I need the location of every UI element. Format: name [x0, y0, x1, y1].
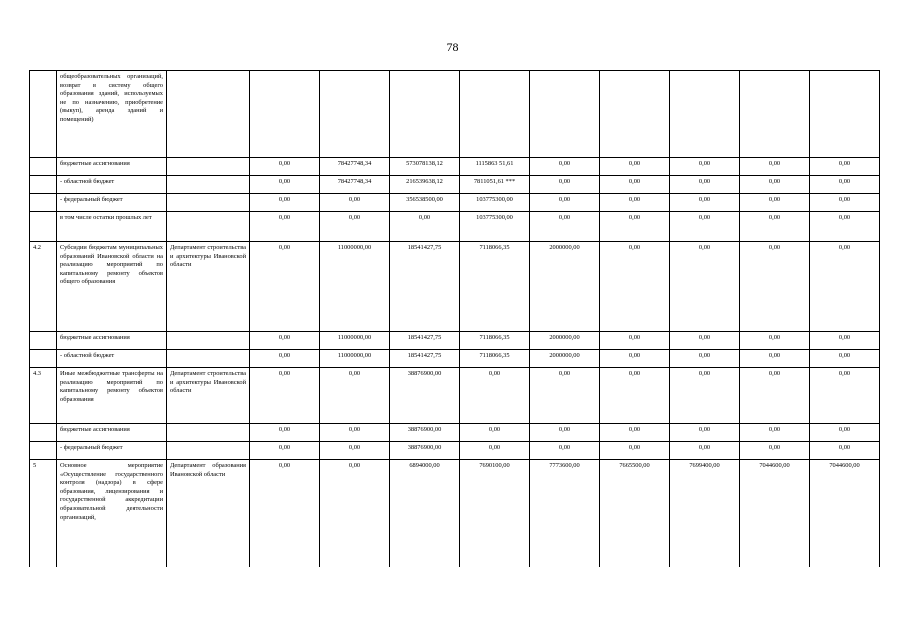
value-cell: 0,00	[740, 424, 810, 442]
value-cell: 0,00	[670, 424, 740, 442]
value-cell: 7044600,00	[740, 460, 810, 568]
value-cell: 38876900,00	[390, 424, 460, 442]
value-cell: 0,00	[460, 442, 530, 460]
executor-cell: Департамент строительства и архитектуры Ивановской области	[167, 242, 250, 332]
value-cell: 0,00	[320, 368, 390, 424]
description-cell: Иные межбюджетные трансферты на реализацию мероприятий по капитальному ремонту объектов образования	[57, 368, 167, 424]
value-cell: 0,00	[250, 350, 320, 368]
value-cell: 0,00	[250, 158, 320, 176]
value-cell: 7118066,35	[460, 350, 530, 368]
value-cell: 0,00	[320, 194, 390, 212]
value-cell: 11000000,00	[320, 350, 390, 368]
value-cell: 0,00	[320, 460, 390, 568]
value-cell: 103775300,00	[460, 194, 530, 212]
row-number-cell: 4.3	[30, 368, 57, 424]
table-row	[30, 460, 880, 568]
value-cell: 0,00	[670, 332, 740, 350]
description-cell: в том числе остатки прошлых лет	[57, 212, 167, 242]
value-cell: 0,00	[740, 368, 810, 424]
executor-cell	[167, 158, 250, 176]
executor-cell	[167, 194, 250, 212]
value-cell: 0,00	[460, 368, 530, 424]
row-number-cell	[30, 332, 57, 350]
value-cell: 573078138,12	[390, 158, 460, 176]
budget-table	[29, 70, 880, 567]
value-cell: 0,00	[390, 212, 460, 242]
value-cell: 2000000,00	[530, 242, 600, 332]
value-cell: 1115863 51,61	[460, 158, 530, 176]
value-cell	[810, 71, 880, 158]
description-cell: бюджетные ассигнования	[57, 158, 167, 176]
value-cell: 0,00	[810, 332, 880, 350]
row-number-cell	[30, 194, 57, 212]
value-cell	[460, 71, 530, 158]
row-number-cell	[30, 350, 57, 368]
value-cell	[530, 71, 600, 158]
value-cell: 0,00	[670, 212, 740, 242]
value-cell: 0,00	[250, 194, 320, 212]
value-cell: 7773600,00	[530, 460, 600, 568]
value-cell: 0,00	[670, 350, 740, 368]
value-cell: 0,00	[530, 424, 600, 442]
value-cell: 11000000,00	[320, 242, 390, 332]
value-cell: 0,00	[600, 212, 670, 242]
value-cell: 0,00	[250, 332, 320, 350]
value-cell: 0,00	[670, 442, 740, 460]
value-cell: 18541427,75	[390, 242, 460, 332]
value-cell: 2000000,00	[530, 350, 600, 368]
description-cell: бюджетные ассигнования	[57, 424, 167, 442]
value-cell: 0,00	[740, 332, 810, 350]
value-cell: 7044600,00	[810, 460, 880, 568]
value-cell: 0,00	[460, 424, 530, 442]
value-cell: 0,00	[670, 176, 740, 194]
value-cell: 0,00	[740, 242, 810, 332]
value-cell	[740, 71, 810, 158]
value-cell: 0,00	[670, 194, 740, 212]
executor-cell	[167, 332, 250, 350]
description-cell: - областной бюджет	[57, 176, 167, 194]
table-row	[30, 442, 880, 460]
description-cell: бюджетные ассигнования	[57, 332, 167, 350]
value-cell: 0,00	[810, 424, 880, 442]
value-cell: 0,00	[320, 442, 390, 460]
value-cell: 7690100,00	[460, 460, 530, 568]
value-cell: 2000000,00	[530, 332, 600, 350]
value-cell: 0,00	[250, 424, 320, 442]
value-cell: 0,00	[600, 176, 670, 194]
table-row	[30, 71, 880, 158]
value-cell: 0,00	[670, 158, 740, 176]
table-row	[30, 424, 880, 442]
value-cell: 7118066,35	[460, 242, 530, 332]
value-cell: 0,00	[810, 212, 880, 242]
executor-cell	[167, 424, 250, 442]
value-cell: 0,00	[250, 176, 320, 194]
value-cell: 0,00	[320, 212, 390, 242]
table-row	[30, 350, 880, 368]
value-cell: 7118066,35	[460, 332, 530, 350]
value-cell: 0,00	[810, 194, 880, 212]
row-number-cell	[30, 424, 57, 442]
value-cell: 0,00	[670, 368, 740, 424]
description-cell: - областной бюджет	[57, 350, 167, 368]
table-row	[30, 194, 880, 212]
executor-cell	[167, 71, 250, 158]
value-cell	[390, 71, 460, 158]
value-cell: 356538500,00	[390, 194, 460, 212]
value-cell: 7811051,61 ***	[460, 176, 530, 194]
value-cell: 0,00	[600, 158, 670, 176]
value-cell: 0,00	[740, 176, 810, 194]
value-cell: 7699400,00	[670, 460, 740, 568]
table-row	[30, 176, 880, 194]
value-cell: 0,00	[530, 212, 600, 242]
executor-cell: Департамент образования Ивановской области	[167, 460, 250, 568]
value-cell: 18541427,75	[390, 350, 460, 368]
value-cell: 11000000,00	[320, 332, 390, 350]
value-cell: 103775300,00	[460, 212, 530, 242]
row-number-cell	[30, 71, 57, 158]
page-number: 78	[446, 40, 459, 54]
value-cell: 0,00	[320, 424, 390, 442]
value-cell: 18541427,75	[390, 332, 460, 350]
value-cell: 0,00	[810, 350, 880, 368]
row-number-cell	[30, 158, 57, 176]
table-row	[30, 158, 880, 176]
executor-cell	[167, 176, 250, 194]
value-cell: 0,00	[530, 442, 600, 460]
value-cell: 6894000,00	[390, 460, 460, 568]
value-cell: 0,00	[600, 424, 670, 442]
value-cell: 216539638,12	[390, 176, 460, 194]
value-cell: 0,00	[810, 442, 880, 460]
value-cell	[670, 71, 740, 158]
table-row	[30, 212, 880, 242]
value-cell: 0,00	[600, 332, 670, 350]
value-cell: 0,00	[810, 158, 880, 176]
executor-cell	[167, 350, 250, 368]
row-number-cell: 4.2	[30, 242, 57, 332]
value-cell: 38876900,00	[390, 442, 460, 460]
value-cell: 0,00	[600, 194, 670, 212]
table-row	[30, 242, 880, 332]
row-number-cell	[30, 442, 57, 460]
value-cell: 78427748,34	[320, 176, 390, 194]
row-number-cell	[30, 212, 57, 242]
value-cell: 0,00	[600, 242, 670, 332]
executor-cell	[167, 212, 250, 242]
value-cell: 0,00	[530, 194, 600, 212]
value-cell: 0,00	[530, 158, 600, 176]
executor-cell	[167, 442, 250, 460]
value-cell: 0,00	[740, 442, 810, 460]
value-cell: 0,00	[250, 460, 320, 568]
value-cell: 0,00	[810, 242, 880, 332]
value-cell: 0,00	[600, 350, 670, 368]
value-cell	[600, 71, 670, 158]
description-cell: Основное мероприятие «Осуществление государственного контроля (надзора) в сфере образования, лицензирования и государственной аккредитации образовательной деятельности организаций,	[57, 460, 167, 568]
table-row	[30, 332, 880, 350]
executor-cell: Департамент строительства и архитектуры Ивановской области	[167, 368, 250, 424]
value-cell: 0,00	[600, 442, 670, 460]
row-number-cell	[30, 176, 57, 194]
value-cell: 0,00	[740, 212, 810, 242]
value-cell: 78427748,34	[320, 158, 390, 176]
value-cell: 0,00	[250, 442, 320, 460]
value-cell	[250, 71, 320, 158]
value-cell: 0,00	[810, 368, 880, 424]
description-cell: общеобразовательных организаций, возврат в систему общего образования зданий, используемых не по назначению, приобретение (выкуп), аренда зданий и помещений)	[57, 71, 167, 158]
value-cell: 0,00	[740, 194, 810, 212]
value-cell: 0,00	[250, 212, 320, 242]
description-cell: Субсидии бюджетам муниципальных образований Ивановской области на реализацию мероприятий по капитальному ремонту объектов общего образования	[57, 242, 167, 332]
row-number-cell: 5	[30, 460, 57, 568]
description-cell: - федеральный бюджет	[57, 194, 167, 212]
value-cell: 0,00	[250, 242, 320, 332]
value-cell: 0,00	[740, 158, 810, 176]
value-cell: 7665500,00	[600, 460, 670, 568]
value-cell: 0,00	[670, 242, 740, 332]
description-cell: - федеральный бюджет	[57, 442, 167, 460]
value-cell: 38876900,00	[390, 368, 460, 424]
table-row	[30, 368, 880, 424]
value-cell: 0,00	[600, 368, 670, 424]
value-cell: 0,00	[250, 368, 320, 424]
value-cell	[320, 71, 390, 158]
value-cell: 0,00	[530, 368, 600, 424]
value-cell: 0,00	[740, 350, 810, 368]
value-cell: 0,00	[810, 176, 880, 194]
value-cell: 0,00	[530, 176, 600, 194]
